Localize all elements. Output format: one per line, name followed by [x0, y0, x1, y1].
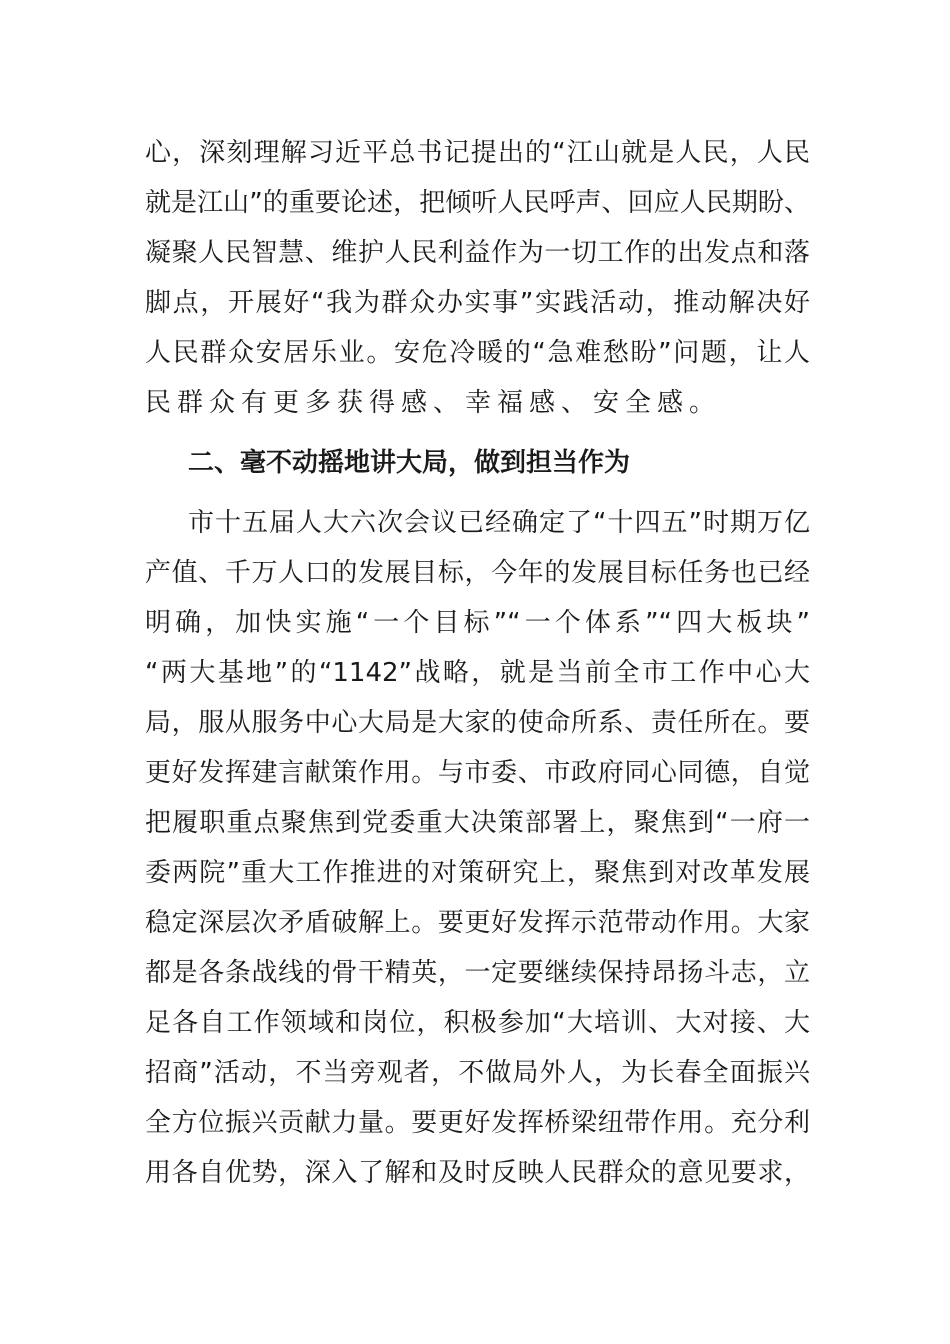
paragraph-2-line-7: 把履职重点聚焦到党委重大决策部署上，聚焦到“一府一	[145, 808, 810, 838]
paragraph-2-line-3: 明确，加快实施“一个目标”“一个体系”“四大板块”	[145, 608, 810, 638]
paragraph-2-line-6: 更好发挥建言献策作用。与市委、市政府同心同德，自觉	[145, 758, 810, 788]
paragraph-1-line-1: 心，深刻理解习近平总书记提出的“江山就是人民，人民	[145, 138, 810, 168]
paragraph-2-line-9: 稳定深层次矛盾破解上。要更好发挥示范带动作用。大家	[145, 908, 810, 938]
paragraph-1-line-4: 脚点，开展好“我为群众办实事”实践活动，推动解决好	[145, 288, 810, 318]
paragraph-1-line-2: 就是江山”的重要论述，把倾听人民呼声、回应人民期盼、	[145, 188, 810, 218]
paragraph-2-line-5: 局，服从服务中心大局是大家的使命所系、责任所在。要	[145, 708, 810, 738]
paragraph-2-line-8: 委两院”重大工作推进的对策研究上，聚焦到对改革发展	[145, 858, 810, 888]
paragraph-2-line-13: 全方位振兴贡献力量。要更好发挥桥梁纽带作用。充分利	[145, 1108, 810, 1138]
paragraph-1-line-5: 人民群众安居乐业。安危冷暖的“急难愁盼”问题，让人	[145, 338, 810, 368]
paragraph-1-line-3: 凝聚人民智慧、维护人民利益作为一切工作的出发点和落	[145, 238, 810, 268]
paragraph-1-line-6: 民群众有更多获得感、幸福感、安全感。	[145, 388, 722, 418]
paragraph-2-line-4: “两大基地”的“1142”战略，就是当前全市工作中心大	[145, 658, 810, 688]
paragraph-2-line-12: 招商”活动，不当旁观者，不做局外人，为长春全面振兴	[145, 1058, 810, 1088]
paragraph-2-line-2: 产值、千万人口的发展目标，今年的发展目标任务也已经	[145, 558, 810, 588]
paragraph-2-line-10: 都是各条战线的骨干精英，一定要继续保持昂扬斗志，立	[145, 958, 810, 988]
paragraph-2-line-1: 市十五届人大六次会议已经确定了“十四五”时期万亿	[188, 508, 810, 538]
paragraph-2-line-14: 用各自优势，深入了解和及时反映人民群众的意见要求，	[145, 1158, 810, 1188]
section-2-heading: 二、毫不动摇地讲大局，做到担当作为	[188, 448, 631, 478]
paragraph-2-line-11: 足各自工作领域和岗位，积极参加“大培训、大对接、大	[145, 1008, 810, 1038]
